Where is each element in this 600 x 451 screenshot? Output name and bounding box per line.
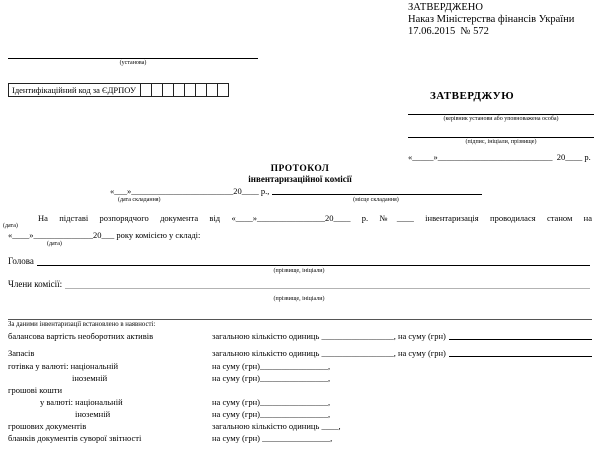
title-line-2: інвентаризаційної комісії: [248, 174, 352, 184]
composition-date-blank: «___»________________________20____ р.,: [110, 186, 270, 196]
edrpou-row: [9, 84, 229, 97]
inventory-row-value: загальною кількістю одиниць _________________, на суму (грн): [212, 331, 446, 341]
inventory-row-label: у валюті: національній: [40, 397, 123, 407]
inventory-row-label: готівка у валюті: національній: [8, 361, 119, 371]
basis-paragraph: [3, 213, 592, 248]
edrpou-cell: [162, 84, 173, 97]
edrpou-cell: [140, 84, 151, 97]
inventory-row-cash-national: [8, 360, 592, 372]
basis-line-2: «____»______________20___ року комісією у складі:: [8, 230, 201, 240]
inventory-row-label: бланків документів суворої звітності: [8, 433, 142, 443]
inventory-row-value: загальною кількістю одиниць _________________, на суму (грн): [212, 348, 446, 358]
edrpou-cell: [217, 84, 228, 97]
place-caption: (місце складання): [353, 197, 399, 203]
inventory-row-funds: [8, 384, 592, 396]
inventory-row-stocks: [8, 347, 592, 359]
document-title: [0, 164, 600, 184]
inventory-section: [8, 319, 592, 444]
institution-blank-line: [8, 50, 258, 59]
sum-blank-line: [449, 356, 592, 357]
edrpou-cell: [173, 84, 184, 97]
inventory-row-value: на суму (грн)________________,: [212, 361, 331, 371]
title-line-1: ПРОТОКОЛ: [270, 164, 330, 174]
approve-block: [408, 91, 594, 162]
basis-line-1: На підставі розпорядчого документа від «____»________________20____ р. №____ інвентаризація проводилася станом на: [38, 213, 592, 223]
inventory-row-label: балансова вартість необоротних активів: [8, 331, 154, 341]
inventory-intro: За даними інвентаризації встановлено в наявності:: [8, 321, 156, 328]
date-caption: (дата складання): [118, 197, 161, 203]
composition-place-blank-line: [272, 194, 482, 195]
stamp-date-number: 17.06.2015 № 572: [408, 26, 489, 37]
inventory-row-funds-foreign: [8, 408, 592, 420]
commission-block: [8, 256, 590, 303]
approve-title: ЗАТВЕРДЖУЮ: [430, 90, 515, 102]
approve-caption-2: (підпис, ініціали, прізвище): [465, 139, 537, 145]
inventory-row-label: грошові кошти: [8, 385, 63, 395]
basis-date-caption-1: (дата): [3, 223, 18, 229]
edrpou-cell: [206, 84, 217, 97]
edrpou-cell: [195, 84, 206, 97]
inventory-row-value: на суму (грн)________________,: [212, 409, 331, 419]
inventory-row-value: на суму (грн)________________,: [212, 397, 331, 407]
inventory-row-money-documents: [8, 420, 592, 432]
head-label: Голова: [8, 256, 34, 266]
institution-block: [8, 50, 258, 68]
edrpou-table: [8, 83, 229, 97]
edrpou-label: Ідентифікаційний код за ЄДРПОУ: [9, 84, 141, 97]
inventory-row-label: іноземній: [72, 373, 108, 383]
stamp-order-text: Наказ Міністерства фінансів України: [408, 14, 575, 25]
basis-date-caption-2: (дата): [47, 241, 62, 247]
inventory-row-value: на суму (грн)________________,: [212, 373, 331, 383]
inventory-row-value: загальною кількістю одиниць ____,: [212, 421, 341, 431]
inventory-row-label: грошових документів: [8, 421, 87, 431]
inventory-row-label: іноземній: [75, 409, 111, 419]
members-name-blank-line: [65, 288, 590, 289]
approval-stamp: [408, 2, 574, 38]
approve-caption-1: (керівник установи або уповноважена особа): [443, 116, 559, 122]
approve-date-line: «_____»___________________________ 20____ р.: [408, 152, 591, 162]
inventory-row-assets: [8, 330, 592, 342]
date-place-block: [110, 186, 482, 204]
inventory-row-cash-foreign: [8, 372, 592, 384]
approve-signature-line-2: [408, 123, 594, 138]
sum-blank-line: [449, 339, 592, 340]
stamp-approved-text: ЗАТВЕРДЖЕНО: [408, 2, 483, 13]
inventory-row-label: Запасів: [8, 348, 35, 358]
members-label: Члени комісії:: [8, 279, 63, 289]
inventory-row-strict-forms: [8, 432, 592, 444]
inventory-row-funds-national: [8, 396, 592, 408]
head-name-blank-line: [37, 265, 590, 266]
edrpou-cell: [184, 84, 195, 97]
inventory-row-value: на суму (грн) ________________,: [212, 433, 333, 443]
edrpou-cell: [151, 84, 162, 97]
head-caption: (прізвище, ініціали): [273, 268, 325, 274]
approve-signature-line-1: [408, 102, 594, 115]
members-caption: (прізвище, ініціали): [273, 296, 325, 302]
institution-caption: (установа): [119, 60, 147, 66]
